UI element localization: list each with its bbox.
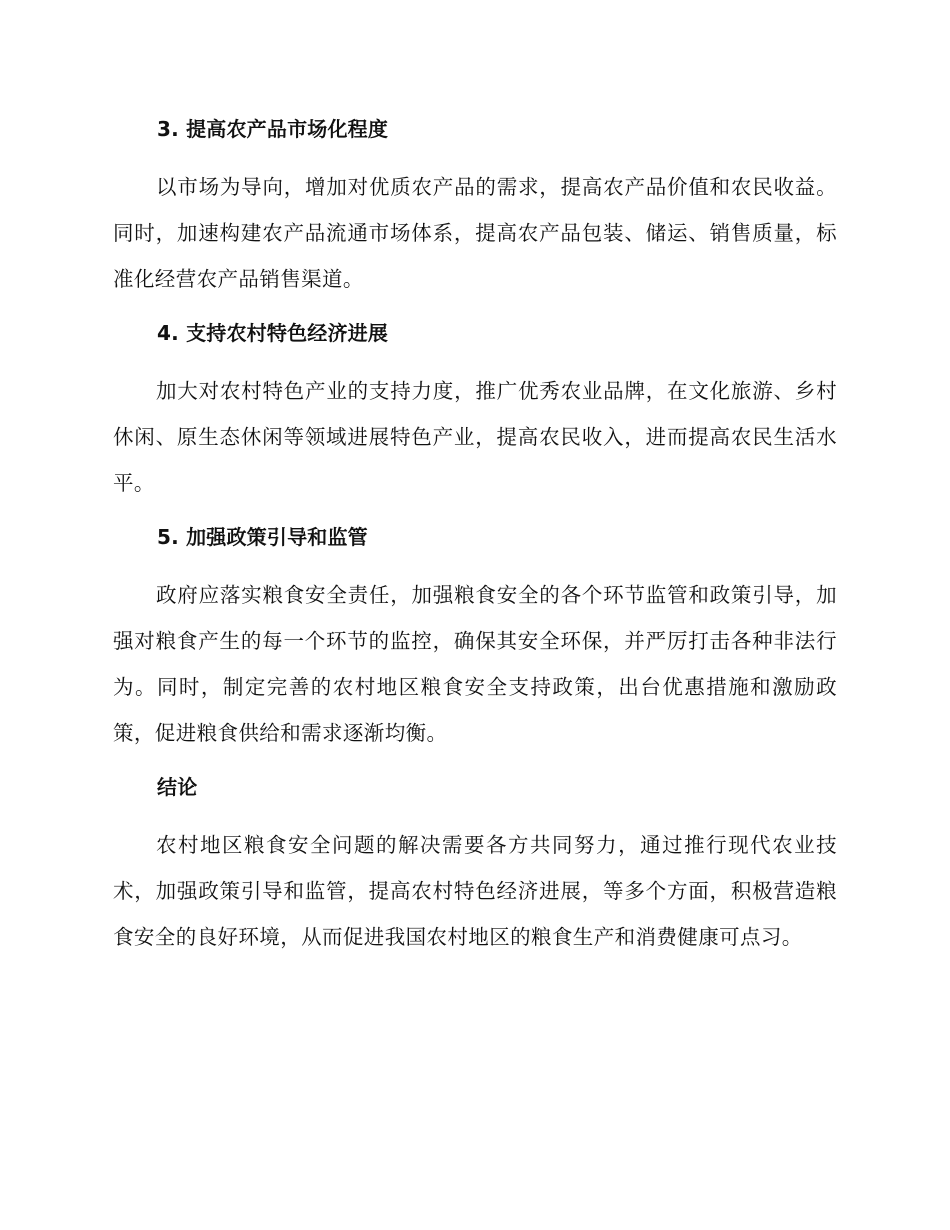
section-heading-market: 3. 提高农产品市场化程度 <box>157 117 389 141</box>
section-heading-rural-economy: 4. 支持农村特色经济进展 <box>157 321 389 345</box>
section-body-rural-economy: 加大对农村特色产业的支持力度，推广优秀农业品牌，在文化旅游、乡村休闲、原生态休闲等领域进展特色产业，提高农民收入，进而提高农民生活水平。 <box>113 379 837 495</box>
section-body-policy: 政府应落实粮食安全责任，加强粮食安全的各个环节监管和政策引导，加强对粮食产生的每一个环节的监控，确保其安全环保，并严厉打击各种非法行为。同时，制定完善的农村地区粮食安全支持政策，出台优惠措施和激励政策，促进粮食供给和需求逐渐均衡。 <box>113 583 837 745</box>
section-body-market: 以市场为导向，增加对优质农产品的需求，提高农产品价值和农民收益。同时，加速构建农产品流通市场体系，提高农产品包装、储运、销售质量，标准化经营农产品销售渠道。 <box>113 175 837 291</box>
conclusion-body: 农村地区粮食安全问题的解决需要各方共同努力，通过推行现代农业技术，加强政策引导和监管，提高农村特色经济进展，等多个方面，积极营造粮食安全的良好环境，从而促进我国农村地区的粮食生产和消费健康可点习。 <box>113 833 837 949</box>
section-heading-policy: 5. 加强政策引导和监管 <box>157 525 368 549</box>
conclusion-heading: 结论 <box>157 775 198 799</box>
